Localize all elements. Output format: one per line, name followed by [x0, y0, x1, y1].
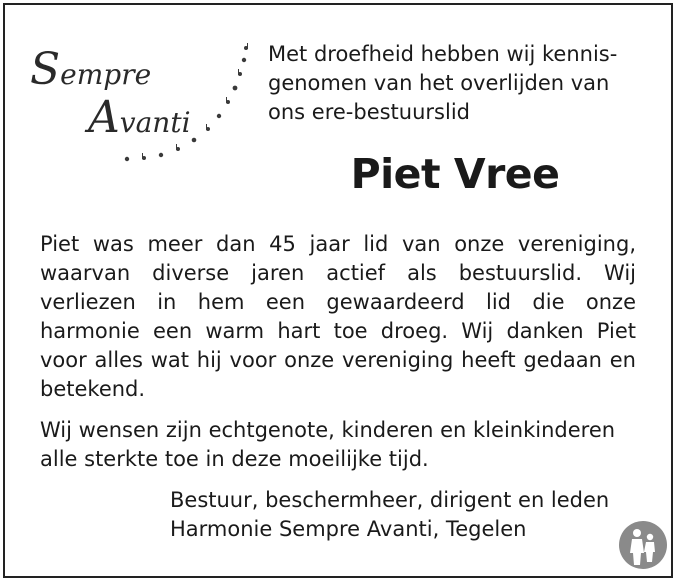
signature-line-2: Harmonie Sempre Avanti, Tegelen: [170, 517, 527, 541]
signature: [170, 486, 650, 544]
logo-word-sempre: Sempre: [30, 44, 152, 95]
memorial-figures-icon: [618, 520, 668, 570]
intro-text: Met droefheid hebben wij kennis-genomen van het overlijden van ons ere-bestuurslid: [268, 42, 618, 124]
signature-line-1: Bestuur, beschermheer, dirigent en leden: [170, 488, 610, 512]
tribute-paragraph: Piet was meer dan 45 jaar lid van onze vereniging, waarvan diverse jaren actief als bestuurslid. Wij verliezen in hem een gewaardeerd lid die onze harmonie een warm hart toe droeg. Wij danken Piet voor alles wat hij voor onze vereniging heeft gedaan en betekend.: [40, 232, 636, 401]
condolence-paragraph: Wij wensen zijn echtgenote, kinderen en kleinkinderen alle sterkte toe in deze moeilijke tijd.: [40, 418, 616, 471]
association-logo: [26, 34, 256, 174]
deceased-name: Piet Vree: [350, 150, 560, 198]
logo-word-avanti: Avanti: [88, 92, 191, 143]
